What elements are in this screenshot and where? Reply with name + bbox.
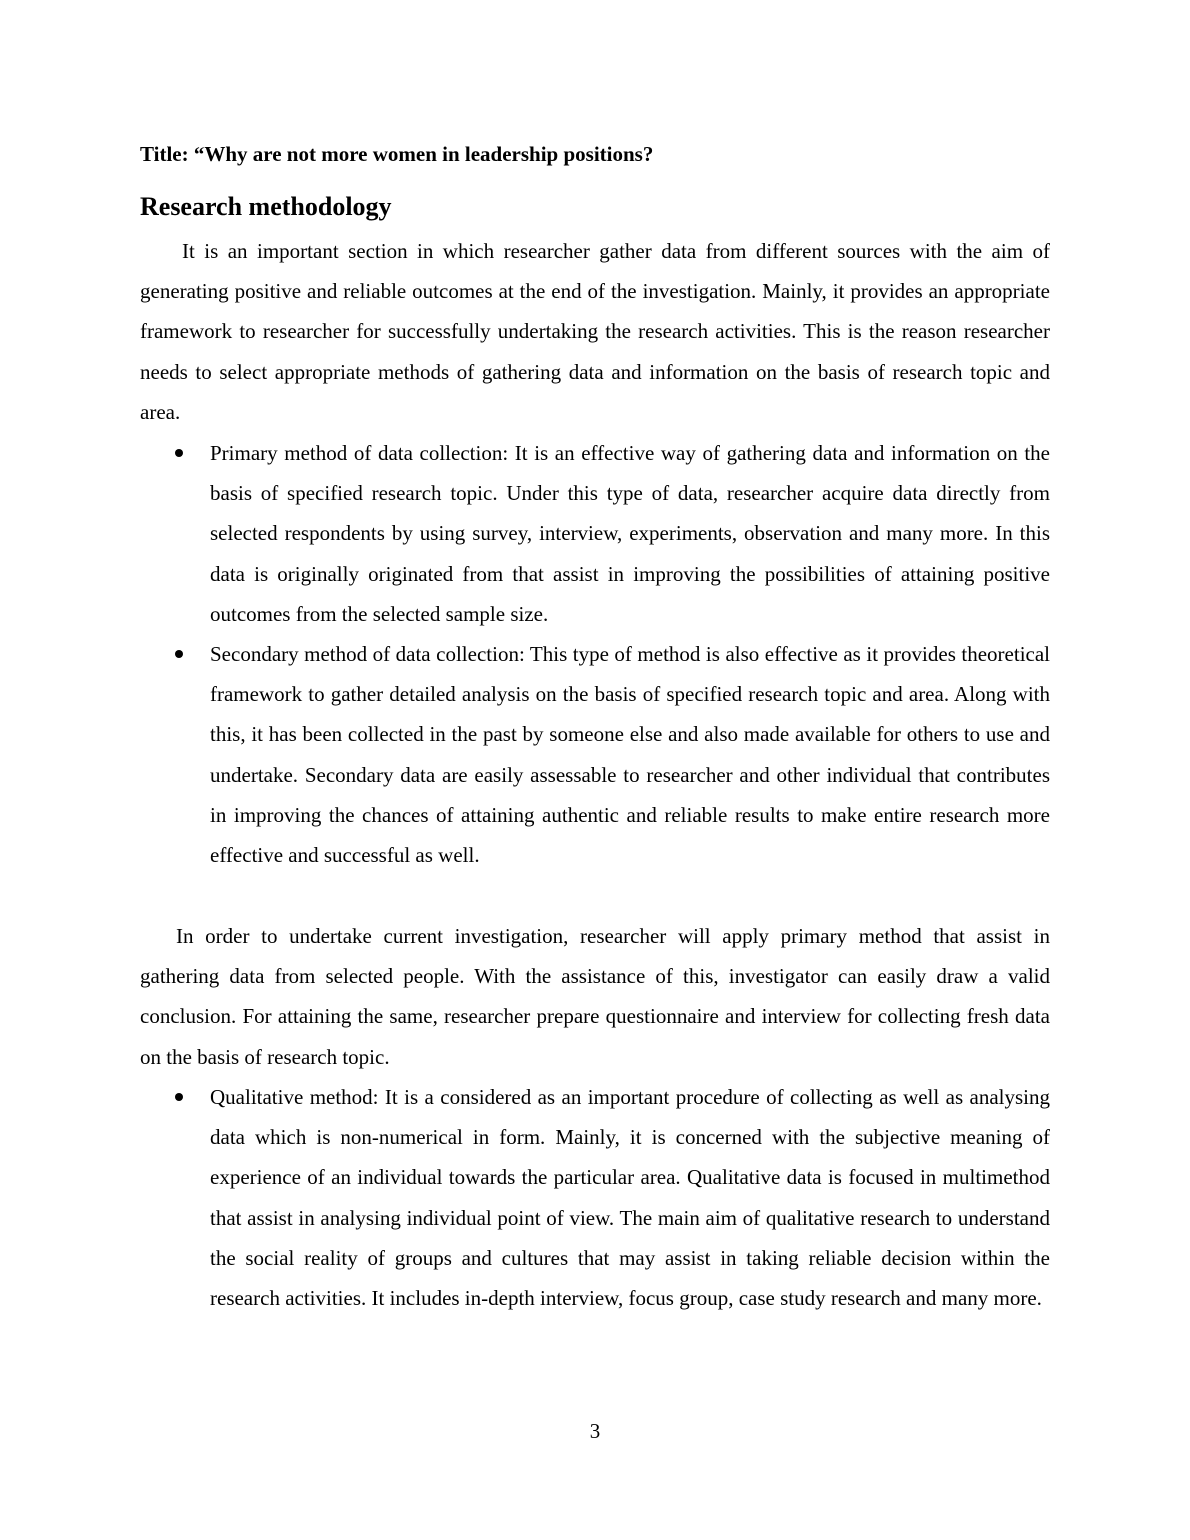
application-paragraph: In order to undertake current investigation, researcher will apply primary method that assist in gathering data from selected people. With the assistance of this, investigator can easily draw a valid conclusion. For attaining the same, researcher prepare questionnaire and interview for collecting fresh data on the basis of research topic. (140, 924, 1050, 1069)
data-collection-list (140, 433, 1050, 875)
bullet-icon (175, 449, 183, 457)
list-item (140, 1077, 1050, 1318)
list-item-text: Qualitative method: It is a considered as an important procedure of collecting as well as analysing data which is non-numerical in form. Mainly, it is concerned with the subjective meaning of experience of an individual towards the particular area. Qualitative data is focused in multimethod that assist in analysing individual point of view. The main aim of qualitative research to understand the social reality of groups and cultures that may assist in taking reliable decision within the research activities. It includes in-depth interview, focus group, case study research and many more. (210, 1085, 1050, 1311)
data-collection-list-container (140, 433, 1050, 875)
list-item (140, 634, 1050, 875)
bullet-icon (175, 650, 183, 658)
intro-paragraph: It is an important section in which researcher gather data from different sources with the aim of generating positive and reliable outcomes at the end of the investigation. Mainly, it provides an appropriate framework to researcher for successfully undertaking the research activities. This is the reason researcher needs to select appropriate methods of gathering data and information on the basis of research topic and area. (140, 239, 1050, 424)
document-page (140, 0, 1050, 1540)
list-item-text: Primary method of data collection: It is an effective way of gathering data and information on the basis of specified research topic. Under this type of data, researcher acquire data directly from selected respondents by using survey, interview, experiments, observation and many more. In this data is originally originated from that assist in improving the possibilities of attaining positive outcomes from the selected sample size. (210, 441, 1050, 626)
section-heading: Research methodology (140, 192, 392, 221)
research-methods-list (140, 1077, 1050, 1318)
research-methods-list-container (140, 1077, 1050, 1318)
bullet-icon (175, 1093, 183, 1101)
list-item-text: Secondary method of data collection: This type of method is also effective as it provides theoretical framework to gather detailed analysis on the basis of specified research topic and area. Along with this, it has been collected in the past by someone else and also made available for others to use and undertake. Secondary data are easily assessable to researcher and other individual that contributes in improving the chances of attaining authentic and reliable results to make entire research more effective and successful as well. (210, 642, 1050, 868)
list-item (140, 433, 1050, 634)
page-number: 3 (589, 1419, 601, 1443)
document-title: Title: “Why are not more women in leadership positions? (140, 142, 654, 166)
